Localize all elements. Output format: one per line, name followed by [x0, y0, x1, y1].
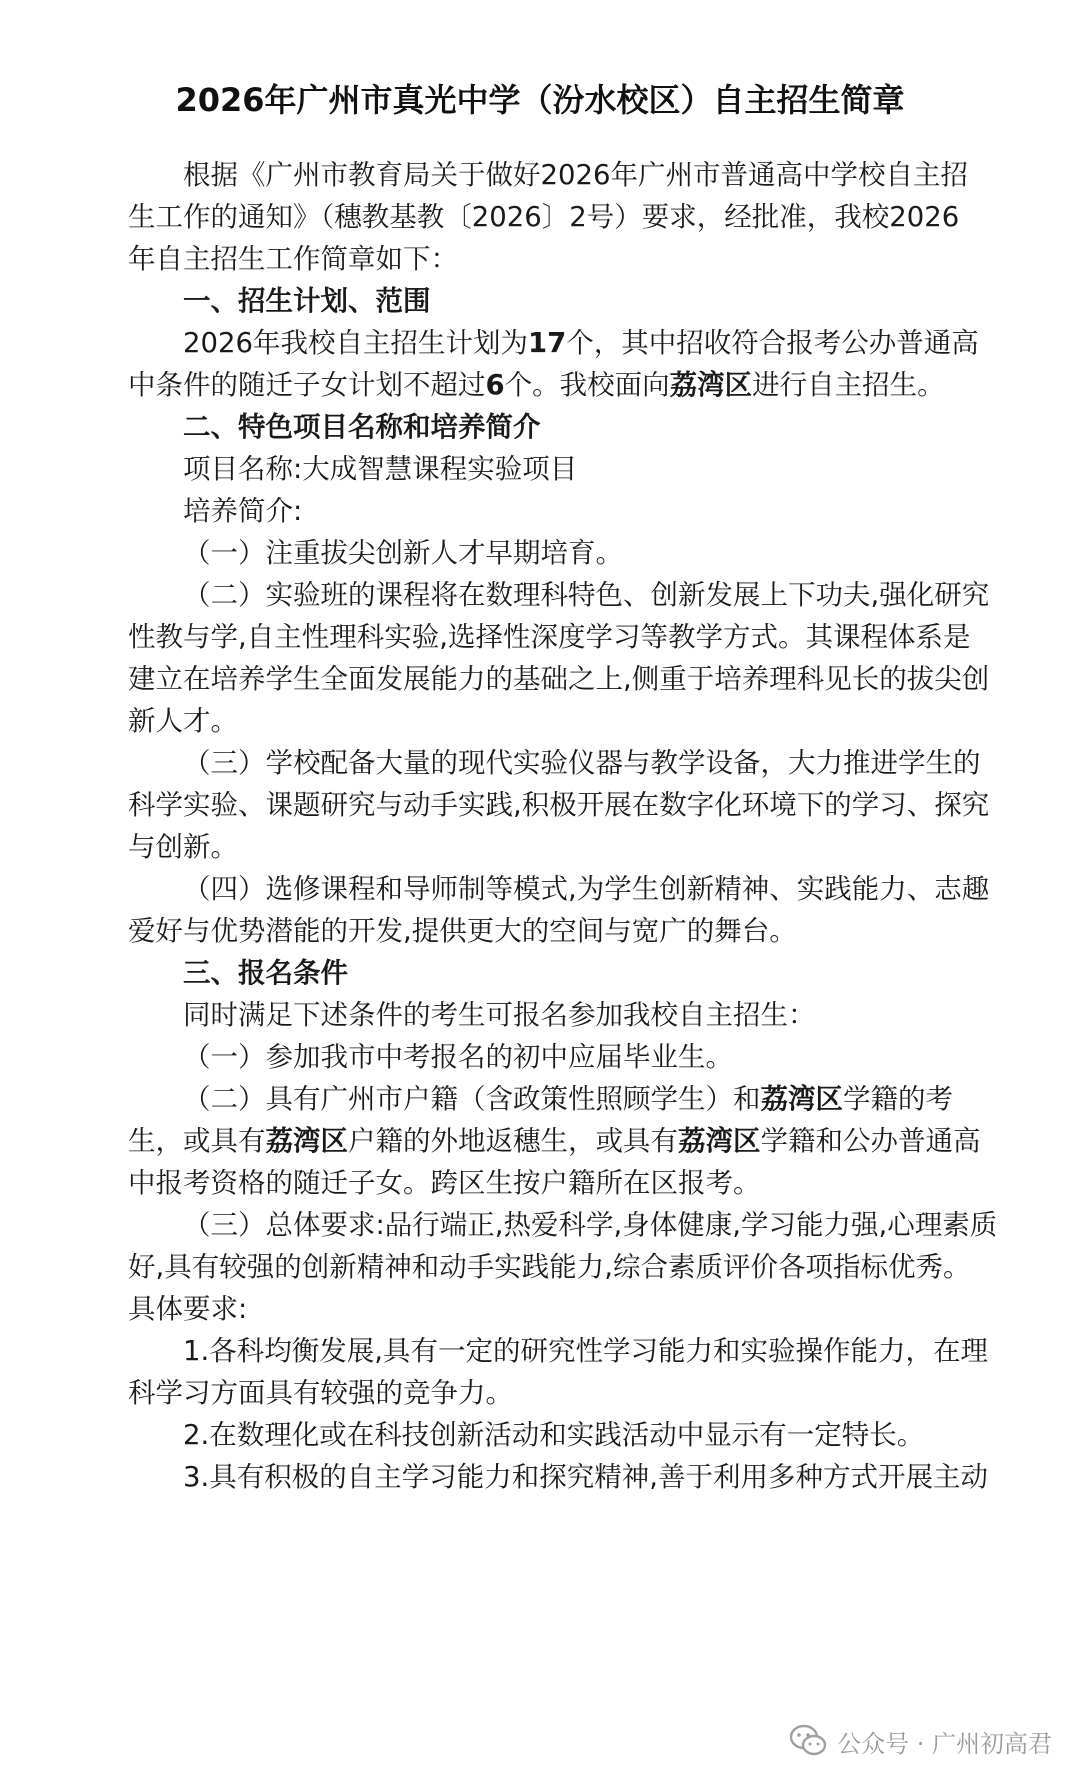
district-name: 荔湾区 [265, 1125, 348, 1157]
training-item-2-line-2: 性教与学,自主性理科实验,选择性深度学习等教学方式。其课程体系是 [128, 621, 971, 653]
condition-item-3-line-1: （三）总体要求:品行端正,热爱科学,身体健康,学习能力强,心理素质 [183, 1209, 998, 1241]
district-name: 荔湾区 [678, 1125, 761, 1157]
section-1-line-1 [183, 323, 979, 363]
condition-item-2-line-3: 中报考资格的随迁子女。跨区生按户籍所在区报考。 [128, 1167, 761, 1199]
specific-requirements-label: 具体要求: [128, 1293, 248, 1325]
district-name: 荔湾区 [760, 1083, 843, 1115]
section-2-heading: 二、特色项目名称和培养简介 [183, 411, 541, 443]
quota-migrant: 6 [485, 369, 505, 401]
requirement-3-line-1: 3.具有积极的自主学习能力和探究精神,善于利用多种方式开展主动 [183, 1461, 988, 1493]
project-name: 项目名称:大成智慧课程实验项目 [183, 453, 578, 485]
section-3-intro: 同时满足下述条件的考生可报名参加我校自主招生： [183, 999, 816, 1031]
text-segment: 2026年我校自主招生计划为 [183, 327, 528, 359]
watermark-text: 公众号 · 广州初高君 [837, 1729, 1052, 1758]
text-segment: 个。我校面向 [504, 369, 670, 401]
training-label: 培养简介: [183, 495, 303, 527]
requirement-1-line-2: 科学习方面具有较强的竞争力。 [128, 1377, 513, 1409]
section-3-heading: 三、报名条件 [183, 957, 348, 989]
condition-item-2-line-1 [183, 1079, 953, 1119]
condition-item-1: （一）参加我市中考报名的初中应届毕业生。 [183, 1041, 733, 1073]
training-item-3-line-1: （三）学校配备大量的现代实验仪器与教学设备，大力推进学生的 [183, 747, 981, 779]
section-1-line-2 [128, 365, 945, 405]
watermark [789, 1721, 1052, 1761]
training-item-4-line-1: （四）选修课程和导师制等模式,为学生创新精神、实践能力、志趣 [183, 873, 990, 905]
intro-line-1: 根据《广州市教育局关于做好2026年广州市普通高中学校自主招 [183, 159, 968, 191]
condition-item-2-line-2 [128, 1121, 981, 1161]
condition-item-3-line-2: 好,具有较强的创新精神和动手实践能力,综合素质评价各项指标优秀。 [128, 1251, 971, 1283]
requirement-2: 2.在数理化或在科技创新活动和实践活动中显示有一定特长。 [183, 1419, 925, 1451]
wechat-icon [789, 1724, 827, 1758]
text-segment: 个，其中招收符合报考公办普通高 [566, 327, 979, 359]
training-item-2-line-3: 建立在培养学生全面发展能力的基础之上,侧重于培养理科见长的拔尖创 [128, 663, 990, 695]
quota-total: 17 [528, 327, 567, 359]
intro-line-2: 生工作的通知》（穗教基教〔2026〕2号）要求，经批准，我校2026 [128, 201, 960, 233]
text-segment: 中条件的随迁子女计划不超过 [128, 369, 486, 401]
text-segment: （二）具有广州市户籍（含政策性照顾学生）和 [183, 1083, 761, 1115]
district-name: 荔湾区 [669, 369, 753, 401]
text-segment: 进行自主招生。 [752, 369, 945, 401]
document-title: 2026年广州市真光中学（汾水校区）自主招生简章 [175, 81, 905, 119]
training-item-2-line-4: 新人才。 [128, 705, 238, 737]
training-item-3-line-3: 与创新。 [128, 831, 238, 863]
training-item-3-line-2: 科学实验、课题研究与动手实践,积极开展在数字化环境下的学习、探究 [128, 789, 990, 821]
section-1-heading: 一、招生计划、范围 [183, 285, 431, 317]
intro-line-3: 年自主招生工作简章如下： [128, 243, 458, 275]
training-item-1: （一）注重拔尖创新人才早期培育。 [183, 537, 623, 569]
text-segment: 户籍的外地返穗生，或具有 [348, 1125, 678, 1157]
text-segment: 学籍和公办普通高 [760, 1125, 981, 1157]
requirement-1-line-1: 1.各科均衡发展,具有一定的研究性学习能力和实验操作能力，在理 [183, 1335, 988, 1367]
text-segment: 生，或具有 [128, 1125, 266, 1157]
training-item-2-line-1: （二）实验班的课程将在数理科特色、创新发展上下功夫,强化研究 [183, 579, 990, 611]
training-item-4-line-2: 爱好与优势潜能的开发,提供更大的空间与宽广的舞台。 [128, 915, 797, 947]
text-segment: 学籍的考 [843, 1083, 953, 1115]
